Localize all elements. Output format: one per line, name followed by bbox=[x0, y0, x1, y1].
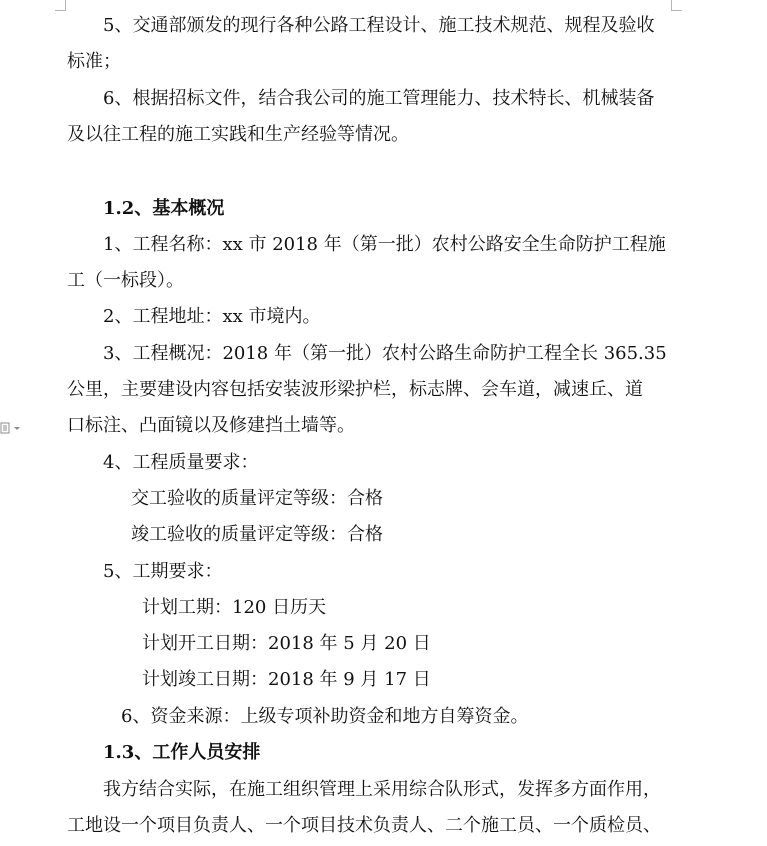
quality-handover-grade: 交工验收的质量评定等级：合格 bbox=[131, 488, 383, 509]
schedule-planned-start: 计划开工日期：2018 年 5 月 20 日 bbox=[142, 633, 431, 654]
project-overview-line-3: 口标注、凸面镜以及修建挡土墙等。 bbox=[67, 415, 355, 436]
quality-completion-grade: 竣工验收的质量评定等级：合格 bbox=[131, 524, 383, 545]
staffing-body-line-1: 我方结合实际，在施工组织管理上采用综合队形式，发挥多方面作用， bbox=[103, 779, 661, 800]
schedule-planned-duration: 计划工期：120 日历天 bbox=[142, 597, 327, 618]
paragraph-6-line-2: 及以往工程的施工实践和生产经验等情况。 bbox=[67, 124, 409, 145]
margin-corner-mark-right bbox=[671, 0, 682, 11]
margin-corner-mark-left bbox=[55, 0, 66, 11]
schedule-requirements-title: 5、工期要求： bbox=[103, 561, 223, 582]
paragraph-6-line-1: 6、根据招标文件，结合我公司的施工管理能力、技术特长、机械装备 bbox=[103, 88, 655, 109]
schedule-planned-end: 计划竣工日期：2018 年 9 月 17 日 bbox=[142, 669, 431, 690]
project-overview-line-1: 3、工程概况：2018 年（第一批）农村公路生命防护工程全长 365.35 bbox=[103, 343, 667, 364]
project-name-line-2: 工（一标段）。 bbox=[67, 270, 184, 291]
project-name-line-1: 1、工程名称：xx 市 2018 年（第一批）农村公路安全生命防护工程施 bbox=[103, 234, 666, 255]
section-heading-1-3: 1.3、工作人员安排 bbox=[103, 742, 261, 763]
project-overview-line-2: 公里，主要建设内容包括安装波形梁护栏，标志牌、会车道，减速丘、道 bbox=[67, 379, 643, 400]
staffing-body-line-2: 工地设一个项目负责人、一个项目技术负责人、二个施工员、一个质检员、 bbox=[67, 815, 661, 836]
quality-requirements-title: 4、工程质量要求： bbox=[103, 452, 259, 473]
paragraph-options-icon[interactable] bbox=[0, 420, 22, 436]
project-address: 2、工程地址：xx 市境内。 bbox=[103, 306, 321, 327]
section-heading-1-2: 1.2、基本概况 bbox=[103, 198, 225, 219]
funding-source: 6、资金来源：上级专项补助资金和地方自筹资金。 bbox=[121, 706, 529, 727]
paragraph-5-line-1: 5、交通部颁发的现行各种公路工程设计、施工技术规范、规程及验收 bbox=[103, 15, 655, 36]
paragraph-5-line-2: 标准； bbox=[67, 51, 121, 72]
